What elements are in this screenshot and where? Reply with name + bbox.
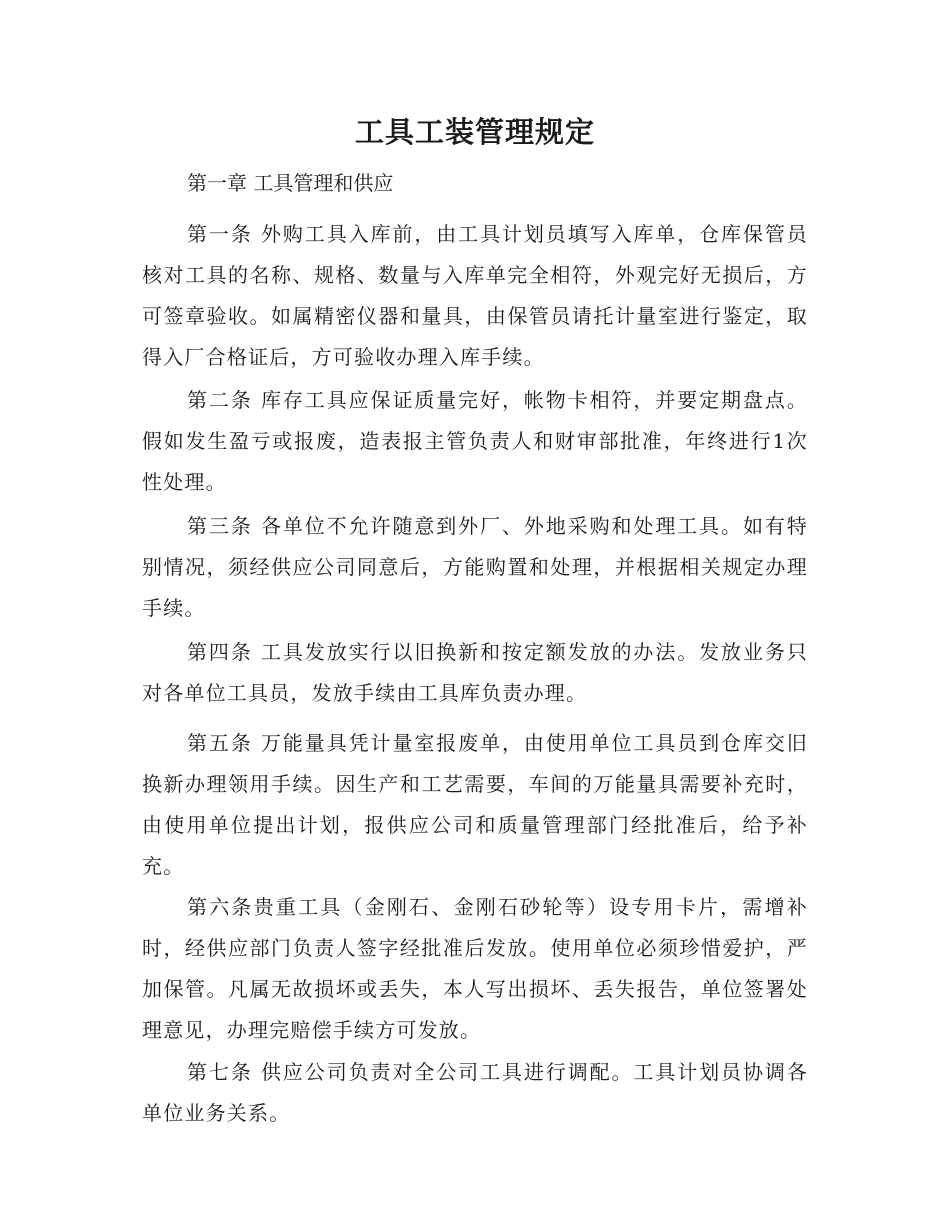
article-3: 第三条 各单位不允许随意到外厂、外地采购和处理工具。如有特别情况，须经供应公司同意后，方能购置和处理，并根据相关规定办理手续。 [142, 514, 808, 620]
chapter-heading: 第一章 工具管理和供应 [187, 171, 394, 195]
article-7: 第七条 供应公司负责对全公司工具进行调配。工具计划员协调各单位业务关系。 [142, 1060, 808, 1125]
article-6: 第六条贵重工具（金刚石、金刚石砂轮等）设专用卡片，需增补时，经供应部门负责人签字经批准后发放。使用单位必须珍惜爱护，严加保管。凡属无故损坏或丢失，本人写出损坏、丢失报告，单位签署处理意见，办理完赔偿手续方可发放。 [142, 895, 808, 1042]
document-title: 工具工装管理规定 [354, 115, 595, 149]
article-1: 第一条 外购工具入库前，由工具计划员填写入库单，仓库保管员核对工具的名称、规格、数量与入库单完全相符，外观完好无损后，方可签章验收。如属精密仪器和量具，由保管员请托计量室进行鉴定，取得入厂合格证后，方可验收办理入库手续。 [142, 222, 808, 369]
article-4: 第四条 工具发放实行以旧换新和按定额发放的办法。发放业务只对各单位工具员，发放手续由工具库负责办理。 [142, 640, 808, 705]
article-5: 第五条 万能量具凭计量室报废单，由使用单位工具员到仓库交旧换新办理领用手续。因生产和工艺需要，车间的万能量具需要补充时，由使用单位提出计划，报供应公司和质量管理部门经批准后，给予补充。 [142, 731, 808, 878]
article-2: 第二条 库存工具应保证质量完好，帐物卡相符，并要定期盘点。假如发生盈亏或报废，造表报主管负责人和财审部批准，年终进行1次性处理。 [142, 388, 808, 494]
